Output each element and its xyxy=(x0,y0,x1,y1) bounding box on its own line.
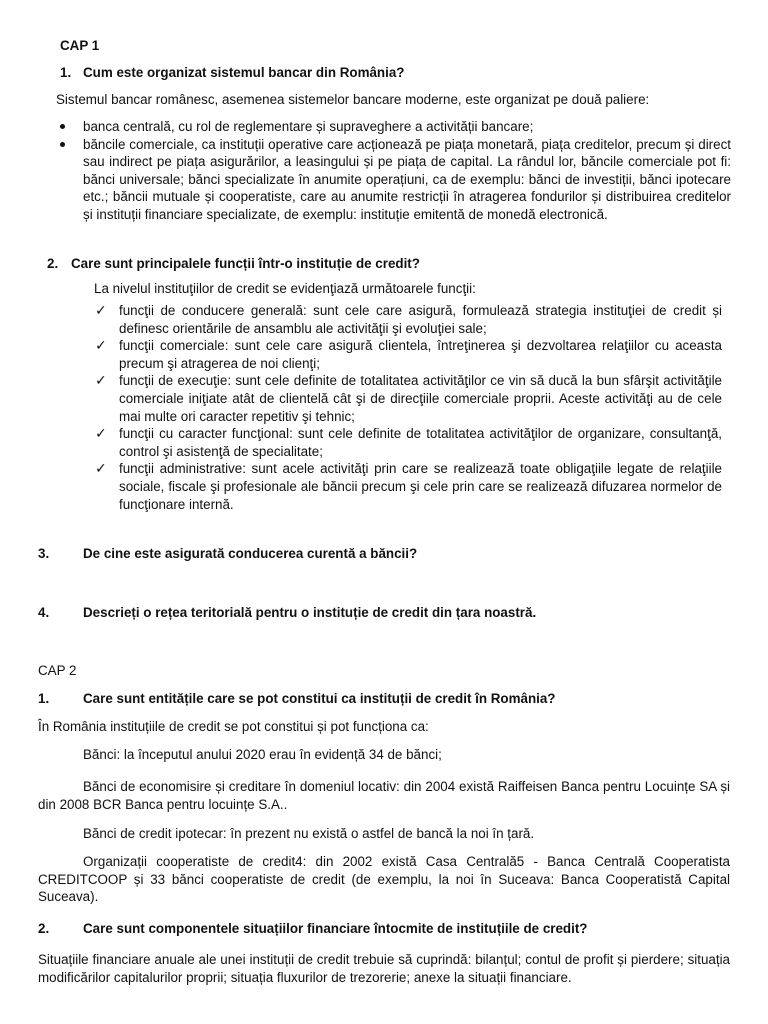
checkmark-icon: ✓ xyxy=(95,337,107,354)
checkmark-icon: ✓ xyxy=(95,302,107,318)
chapter-heading-cap1: CAP 1 xyxy=(60,38,100,53)
list-item-text: funcţii de conducere generală: sunt cele care asigură, formulează strategia instituţiei de credit și definesc orientările de ansamblu ale activităţii şi evoluţiei sale; xyxy=(119,303,722,336)
paragraph: La nivelul instituţiilor de credit se evidenţiază următoarele funcţii: xyxy=(94,281,476,296)
question-title: Care sunt entitățile care se pot constitui ca instituții de credit în România? xyxy=(83,691,556,706)
paragraph: Sistemul bancar românesc, asemenea sistemelor bancare moderne, este organizat pe două paliere: xyxy=(56,92,650,107)
question-title: De cine este asigurată conducerea curentă a băncii? xyxy=(83,546,418,561)
chapter-heading-cap2: CAP 2 xyxy=(38,663,77,678)
list-item xyxy=(95,460,722,513)
question-number: 2. xyxy=(47,256,59,271)
question-number: 1. xyxy=(60,65,72,80)
list-item xyxy=(83,136,731,224)
bullet-icon xyxy=(60,142,65,147)
list-item-text: funcţii cu caracter funcţional: sunt cele definite de totalitatea activităţilor de organizare, consultanţă, control şi asistenţă de specialitate; xyxy=(119,426,722,459)
bullet-list xyxy=(83,118,731,224)
list-item-text: banca centrală, cu rol de reglementare și supraveghere a activității bancare; xyxy=(83,119,534,134)
checkmark-icon: ✓ xyxy=(95,372,107,389)
list-item xyxy=(95,425,722,460)
paragraph: Organizații cooperatiste de credit4: din 2002 există Casa Centrală5 - Banca Centrală Cooperatista CREDITCOOP și 33 bănci cooperatiste de credit (de exemplu, la noi în Suceava: Banca Cooperatistă Capital Suceava). xyxy=(38,854,730,905)
paragraph: Bănci de credit ipotecar: în prezent nu există o astfel de bancă la noi în țară. xyxy=(83,826,535,841)
question-title: Descrieți o rețea teritorială pentru o instituție de credit din țara noastră. xyxy=(83,605,537,620)
checkmark-icon: ✓ xyxy=(95,460,107,477)
checkmark-icon: ✓ xyxy=(95,425,107,442)
question-title: Care sunt principalele funcții într-o instituție de credit? xyxy=(71,256,420,271)
question-title: Care sunt componentele situațiilor financiare întocmite de instituțiile de credit? xyxy=(83,921,588,936)
list-item xyxy=(95,337,722,372)
paragraph: Situațiile financiare anuale ale unei instituții de credit trebuie să cuprindă: bilanțul; contul de profit și pierdere; situația modificărilor capitalurilor proprii; situația fluxurilor de trezorerie; anexe la situații financiare. xyxy=(38,952,730,985)
question-number: 1. xyxy=(38,691,50,706)
list-item xyxy=(95,302,722,337)
question-number: 4. xyxy=(38,605,50,620)
checkmark-list xyxy=(95,302,722,513)
bullet-icon xyxy=(60,124,65,129)
list-item-text: funcţii de execuţie: sunt cele definite de totalitatea activităţilor ce vin să ducă la bun sfârşit activităţile comerciale iniţiate atât de clientelă cât şi de direcţiile comerciale proprii. Aceste activităţi au de cele mai multe ori caracter repetitiv şi tehnic; xyxy=(119,373,722,424)
paragraph: Bănci de economisire și creditare în domeniul locativ: din 2004 există Raiffeisen Banca pentru Locuințe SA și din 2008 BCR Banca pentru locuințe S.A.. xyxy=(38,779,730,812)
list-item xyxy=(83,118,731,136)
question-title: Cum este organizat sistemul bancar din România? xyxy=(83,65,405,80)
list-item-text: băncile comerciale, ca instituții operative care acționează pe piața monetară, piața creditelor, precum și direct sau indirect pe piața asigurărilor, a leasingului și pe piața de capital. La rândul lor, băncile comerciale pot fi: bănci universale; bănci specializate în anumite operațiuni, ca de exemplu: bănci de investiții, bănci ipotecare etc.; băncii mutuale și cooperatiste, care au anumite restricții în atragerea fondurilor și distribuirea creditelor și instituții financiare specializate, de exemplu: instituție emitentă de monedă electronică. xyxy=(83,136,731,222)
paragraph: În România instituțiile de credit se pot constitui și pot funcționa ca: xyxy=(38,719,429,734)
question-number: 3. xyxy=(38,546,50,561)
list-item-text: funcţii comerciale: sunt cele care asigură clientela, întreţinerea şi dezvoltarea relaţiilor cu aceasta precum şi atragerea de noi clienţi; xyxy=(119,338,722,371)
list-item-text: funcţii administrative: sunt acele activităţi prin care se realizează toate obligaţiile legate de relaţiile sociale, fiscale şi profesionale ale băncii precum şi cele prin care se realizează difuzarea normelor de funcţionare internă. xyxy=(119,461,722,512)
list-item xyxy=(95,372,722,425)
paragraph: Bănci: la începutul anului 2020 erau în evidență 34 de bănci; xyxy=(83,747,442,762)
question-number: 2. xyxy=(38,921,50,936)
